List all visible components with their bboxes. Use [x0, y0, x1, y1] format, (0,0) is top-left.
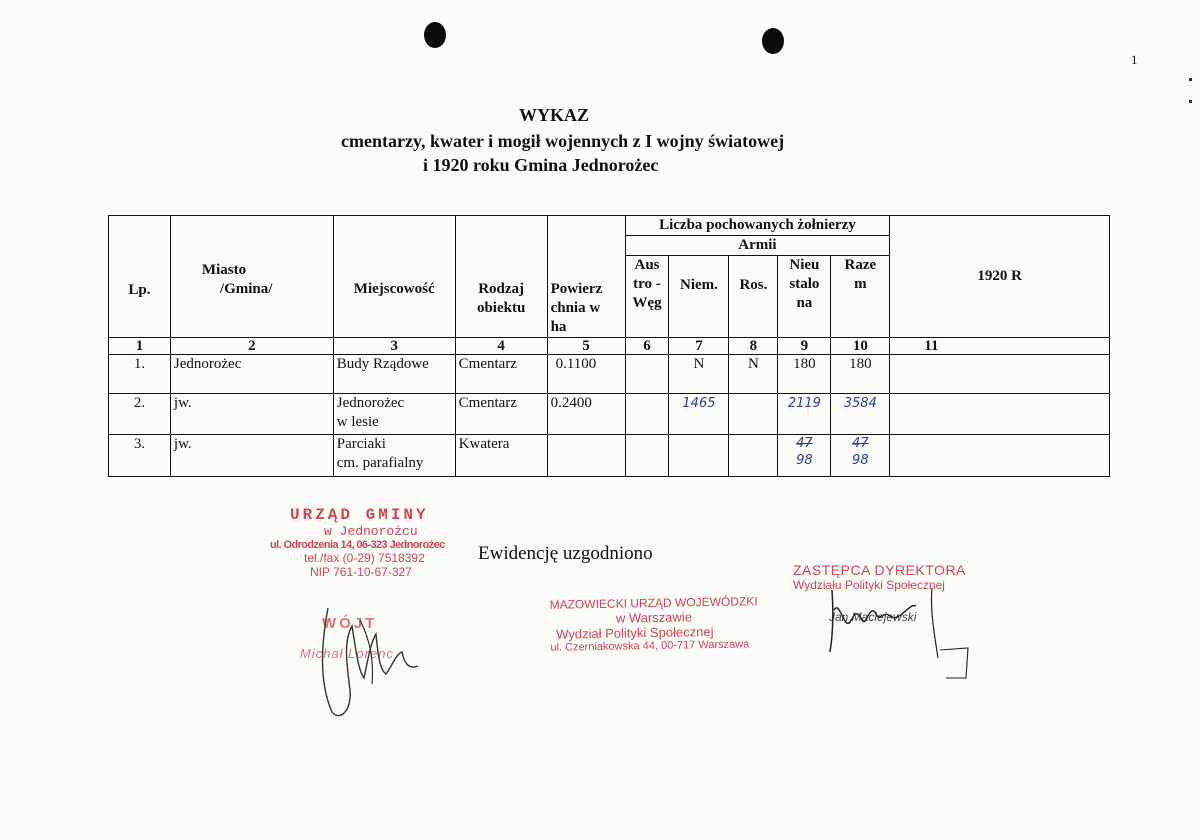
- cell-gmina: Jednorożec: [170, 355, 333, 394]
- col-number: 2: [170, 338, 333, 355]
- header-austro: Aus tro - Węg: [625, 256, 669, 338]
- cell-razem: 180: [831, 355, 890, 394]
- header-niem: Niem.: [669, 256, 729, 338]
- cell-gmina: jw.: [170, 435, 333, 477]
- col-number: 9: [778, 338, 831, 355]
- cell-ros: [729, 435, 778, 477]
- col-number: 5: [547, 338, 625, 355]
- header-powierzchnia: Powierz chnia w ha: [547, 216, 625, 338]
- cell-niem: N: [669, 355, 729, 394]
- cell-gmina: jw.: [170, 394, 333, 435]
- title-line-3: i 1920 roku Gmina Jednorożec: [423, 155, 659, 175]
- cell-razem: 47 98: [831, 435, 890, 477]
- header-lp: Lp.: [109, 216, 171, 338]
- stamp-line: ZASTĘPCA DYREKTORA: [793, 562, 966, 578]
- cell-powierzchnia: 0.2400: [547, 394, 625, 435]
- col-number: 3: [333, 338, 455, 355]
- cell-lp: 2.: [109, 394, 171, 435]
- col-number: 4: [455, 338, 547, 355]
- cell-powierzchnia: [547, 435, 625, 477]
- stamp-line: tel./fax (0-29) 7518392: [304, 551, 425, 565]
- stamp-line: WÓJT: [322, 615, 378, 632]
- stamp-line: Michał Lorenc: [300, 646, 394, 661]
- cell-1920: [890, 394, 1110, 435]
- cell-1920: [890, 435, 1110, 477]
- cell-niem: [669, 435, 729, 477]
- stamp-line: Jan Maciejewski: [829, 610, 917, 624]
- title-line-2: cmentarzy, kwater i mogił wojennych z I wojny światowej: [341, 131, 785, 151]
- stamp-line: ul. Czerniakowska 44, 00-717 Warszawa: [550, 638, 750, 654]
- stamp-line: Wydział Polityki Społecznej: [556, 623, 714, 642]
- col-number: 1: [109, 338, 171, 355]
- title-line-1: WYKAZ: [519, 105, 590, 125]
- cell-nieustalona: 47 98: [778, 435, 831, 477]
- signature-zastepca: [820, 580, 970, 680]
- stamp-line: ul. Odrodzenia 14, 06-323 Jednorożec: [270, 539, 445, 551]
- page-number: 1: [1131, 52, 1138, 67]
- table-row: [109, 355, 1110, 394]
- column-numbers-row: [109, 338, 1110, 355]
- graves-table: [108, 215, 1110, 477]
- ewidencja-text: Ewidencję uzgodniono: [478, 543, 653, 564]
- cell-nieustalona: 2119: [778, 394, 831, 435]
- header-miejscowosc: Miejscowość: [333, 216, 455, 338]
- stamp-urzad-gminy: [270, 506, 445, 579]
- cell-niem: 1465: [669, 394, 729, 435]
- table-row: [109, 435, 1110, 477]
- header-liczba: Liczba pochowanych żołnierzy: [625, 216, 890, 236]
- cell-ros: [729, 394, 778, 435]
- cell-miejscowosc: Parciaki cm. parafialny: [333, 435, 455, 477]
- stamp-line: w Jednorożcu: [324, 524, 418, 539]
- col-number: 10: [831, 338, 890, 355]
- header-ros: Ros.: [729, 256, 778, 338]
- table-row: [109, 394, 1110, 435]
- stamp-line: MAZOWIECKI URZĄD WOJEWÓDZKI: [549, 594, 758, 612]
- edge-mark: [1189, 78, 1192, 81]
- header-armii: Armii: [625, 236, 890, 256]
- stamp-line: w Warszawie: [615, 609, 693, 626]
- cell-1920: [890, 355, 1110, 394]
- header-rodzaj: Rodzaj obiektu: [455, 216, 547, 338]
- stamp-line: NIP 761-10-67-327: [310, 565, 412, 579]
- cell-razem: 3584: [831, 394, 890, 435]
- cell-ros: N: [729, 355, 778, 394]
- stamp-line: URZĄD GMINY: [290, 506, 429, 524]
- col-number: 11: [890, 338, 1110, 355]
- cell-powierzchnia: 0.1100: [547, 355, 625, 394]
- cell-rodzaj: Cmentarz: [455, 394, 547, 435]
- cell-austro: [625, 435, 669, 477]
- header-razem: Raze m: [831, 256, 890, 338]
- cell-miejscowosc: Jednorożec w lesie: [333, 394, 455, 435]
- col-number: 7: [669, 338, 729, 355]
- cell-austro: [625, 355, 669, 394]
- punch-hole-left: [424, 22, 446, 48]
- header-miasto: Miasto /Gmina/: [170, 216, 333, 338]
- col-number: 6: [625, 338, 669, 355]
- header-nieustalona: Nieu stalo na: [778, 256, 831, 338]
- cell-miejscowosc: Budy Rządowe: [333, 355, 455, 394]
- stamp-line: Wydziału Polityki Społecznej: [793, 578, 945, 592]
- cell-rodzaj: Kwatera: [455, 435, 547, 477]
- header-1920: 1920 R: [890, 216, 1110, 338]
- edge-mark: [1189, 100, 1192, 103]
- cell-lp: 1.: [109, 355, 171, 394]
- cell-lp: 3.: [109, 435, 171, 477]
- cell-nieustalona: 180: [778, 355, 831, 394]
- stamp-mazowiecki: [550, 594, 759, 654]
- punch-hole-right: [762, 28, 784, 54]
- col-number: 8: [729, 338, 778, 355]
- cell-austro: [625, 394, 669, 435]
- cell-rodzaj: Cmentarz: [455, 355, 547, 394]
- signature-wojt: [300, 600, 430, 730]
